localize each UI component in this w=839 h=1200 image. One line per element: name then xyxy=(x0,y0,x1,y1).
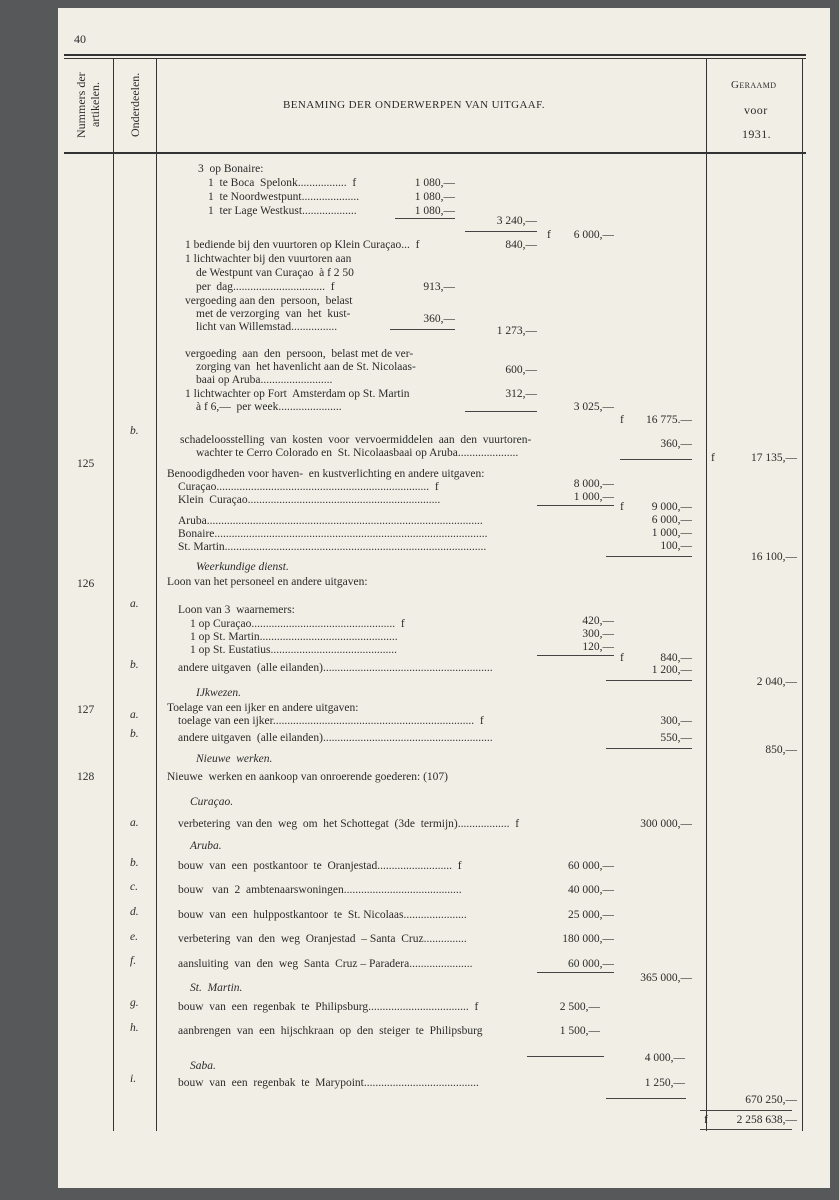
header-description: BENAMING DER ONDERWERPEN VAN UITGAAF. xyxy=(283,99,545,111)
sub-letter: a. xyxy=(130,817,139,829)
section-heading: Saba. xyxy=(190,1060,216,1072)
amount: 670 250,— xyxy=(745,1094,797,1106)
amount: 16 775.— xyxy=(646,414,692,426)
text-line: à f 6,— per week...................... xyxy=(196,401,342,413)
amount: 913,— xyxy=(423,281,455,293)
text-line: vergoeding aan den persoon, belast xyxy=(185,295,353,307)
amount: 25 000,— xyxy=(568,909,614,921)
sub-letter: i. xyxy=(130,1073,137,1085)
article-number: 127 xyxy=(77,704,95,716)
amount: 2 040,— xyxy=(756,676,797,688)
amount: 1 080,— xyxy=(414,177,455,189)
text-line: zorging van het havenlicht aan de St. Nicolaas- xyxy=(196,361,416,373)
amount: 1 000,— xyxy=(651,527,692,539)
text-line: Loon van het personeel en andere uitgaven: xyxy=(167,576,368,588)
header-bottom-rule xyxy=(64,152,806,154)
amount: 840,— xyxy=(505,239,537,251)
subtotal-rule xyxy=(537,505,614,506)
subtotal-rule xyxy=(606,1098,686,1099)
amount: 6 000,— xyxy=(573,229,614,241)
amount: 100,— xyxy=(660,540,692,552)
text-line: vergoeding aan den persoon, belast met de ver- xyxy=(185,348,414,360)
header-article-numbers: Nummers der artikelen. xyxy=(74,72,102,138)
section-heading: Aruba. xyxy=(190,840,222,852)
text-line: aansluiting van den weg Santa Cruz – Paradera...................... xyxy=(178,958,473,970)
sub-letter: a. xyxy=(130,709,139,721)
subtotal-rule xyxy=(537,655,614,656)
text-line: per dag................................ f xyxy=(196,281,335,293)
header-top-rule xyxy=(64,54,806,56)
amount: 2 500,— xyxy=(559,1001,600,1013)
amount: 60 000,— xyxy=(568,860,614,872)
amount: 1 000,— xyxy=(573,491,614,503)
text-line: verbetering van den weg om het Schottegat (3de termijn).................. f xyxy=(178,818,520,830)
text-line: Nieuwe werken en aankoop van onroerende goederen: (107) xyxy=(167,771,448,783)
currency-f: f xyxy=(711,452,715,464)
subtotal-rule xyxy=(390,329,455,330)
text-line: 3 op Bonaire: xyxy=(198,163,264,175)
subtotal-rule xyxy=(465,231,537,232)
text-line: bouw van een hulppostkantoor te St. Nicolaas...................... xyxy=(178,909,467,921)
sub-letter: b. xyxy=(130,857,139,869)
sub-letter: a. xyxy=(130,598,139,610)
amount: 180 000,— xyxy=(562,933,614,945)
amount: 840,— xyxy=(660,652,692,664)
amount: 420,— xyxy=(582,615,614,627)
amount: 1 500,— xyxy=(559,1025,600,1037)
column-divider xyxy=(113,58,114,1131)
subtotal-rule xyxy=(606,556,692,557)
text-line: wachter te Cerro Colorado en St. Nicolaasbaai op Aruba..................... xyxy=(196,447,519,459)
text-line: 1 lichtwachter op Fort Amsterdam op St. Martin xyxy=(185,388,410,400)
text-line: bouw van 2 ambtenaarswoningen......................................... xyxy=(178,884,462,896)
sub-letter: d. xyxy=(130,906,139,918)
text-line: schadeloosstelling van kosten voor vervoermiddelen aan den vuurtoren- xyxy=(180,434,532,446)
currency-f: f xyxy=(704,1114,708,1126)
text-line: St. Martin........................................................................................... xyxy=(178,541,487,553)
amount: 17 135,— xyxy=(751,452,797,464)
text-line: Toelage van een ijker en andere uitgaven: xyxy=(167,702,359,714)
article-number: 125 xyxy=(77,458,95,470)
text-line: de Westpunt van Curaçao à f 2 50 xyxy=(196,267,354,279)
section-heading: Weerkundige dienst. xyxy=(196,561,289,573)
article-number: 128 xyxy=(77,771,95,783)
section-heading: IJkwezen. xyxy=(196,687,242,699)
amount: 600,— xyxy=(505,364,537,376)
text-line: Loon van 3 waarnemers: xyxy=(178,604,295,616)
subtotal-rule xyxy=(606,680,692,681)
amount: 550,— xyxy=(660,732,692,744)
subtotal-rule xyxy=(465,411,537,412)
header-estimate-2: voor xyxy=(744,103,768,117)
text-line: verbetering van den weg Oranjestad – Santa Cruz............... xyxy=(178,933,467,945)
amount: 1 250,— xyxy=(644,1077,685,1089)
amount: 1 200,— xyxy=(651,664,692,676)
text-line: Klein Curaçao................................................................... xyxy=(178,494,441,506)
sub-letter: b. xyxy=(130,659,139,671)
text-line: Aruba................................................................................................ xyxy=(178,515,483,527)
header-subdivisions: Onderdeelen. xyxy=(128,72,142,138)
amount: 8 000,— xyxy=(573,478,614,490)
amount: 60 000,— xyxy=(568,958,614,970)
text-line: bouw van een regenbak te Philipsburg................................... f xyxy=(178,1001,479,1013)
total-rule xyxy=(700,1129,792,1130)
sub-letter: f. xyxy=(130,955,137,967)
text-line: Bonaire............................................................................................... xyxy=(178,528,488,540)
amount: 40 000,— xyxy=(568,884,614,896)
amount: 1 273,— xyxy=(496,325,537,337)
sub-letter: g. xyxy=(130,997,139,1009)
subtotal-rule xyxy=(606,748,692,749)
text-line: 1 op St. Eustatius............................................ xyxy=(190,644,398,656)
text-line: Benoodigdheden voor haven- en kustverlichting en andere uitgaven: xyxy=(167,468,485,480)
grand-total: 2 258 638,— xyxy=(736,1114,797,1126)
amount: 16 100,— xyxy=(751,551,797,563)
text-line: Curaçao.......................................................................... f xyxy=(178,481,439,493)
amount: 1 080,— xyxy=(414,191,455,203)
header-estimate-3: 1931. xyxy=(742,127,771,141)
sub-letter: c. xyxy=(130,881,138,893)
sub-letter: h. xyxy=(130,1022,139,1034)
text-line: bouw van een regenbak te Marypoint........................................ xyxy=(178,1077,479,1089)
text-line: 1 bediende bij den vuurtoren op Klein Curaçao... f xyxy=(185,239,420,251)
amount: 360,— xyxy=(660,438,692,450)
amount: 1 080,— xyxy=(414,205,455,217)
currency-f: f xyxy=(620,652,624,664)
column-divider xyxy=(802,58,803,1131)
section-heading: St. Martin. xyxy=(190,982,243,994)
amount: 4 000,— xyxy=(644,1052,685,1064)
column-divider xyxy=(706,58,707,1131)
sub-letter: b. xyxy=(130,425,139,437)
section-heading: Nieuwe werken. xyxy=(196,753,273,765)
subtotal-rule xyxy=(395,218,455,219)
text-line: toelage van een ijker...................................................................... f xyxy=(178,715,484,727)
text-line: 1 ter Lage Westkust................... xyxy=(208,205,357,217)
text-line: licht van Willemstad................ xyxy=(196,321,338,333)
header-top-rule-2 xyxy=(64,58,806,59)
currency-f: f xyxy=(620,501,624,513)
article-number: 126 xyxy=(77,578,95,590)
sub-letter: b. xyxy=(130,728,139,740)
column-divider xyxy=(156,58,157,1131)
amount: 360,— xyxy=(423,313,455,325)
section-heading: Curaçao. xyxy=(190,796,234,808)
text-line: 1 te Boca Spelonk................. f xyxy=(208,177,357,189)
amount: 300,— xyxy=(660,715,692,727)
subtotal-rule xyxy=(537,972,614,973)
text-line: bouw van een postkantoor te Oranjestad.......................... f xyxy=(178,860,462,872)
amount: 300 000,— xyxy=(640,818,692,830)
text-line: 1 lichtwachter bij den vuurtoren aan xyxy=(185,253,352,265)
text-line: met de verzorging van het kust- xyxy=(196,308,351,320)
text-line: 1 op St. Martin................................................ xyxy=(190,631,398,643)
amount: 3 025,— xyxy=(573,401,614,413)
total-rule xyxy=(700,1110,792,1111)
amount: 3 240,— xyxy=(496,215,537,227)
amount: 6 000,— xyxy=(651,514,692,526)
amount: 850,— xyxy=(765,744,797,756)
text-line: aanbrengen van een hijschkraan op den steiger te Philipsburg xyxy=(178,1025,483,1037)
amount: 365 000,— xyxy=(640,972,692,984)
text-line: baai op Aruba......................... xyxy=(196,374,333,386)
subtotal-rule xyxy=(620,459,692,460)
amount: 9 000,— xyxy=(651,501,692,513)
subtotal-rule xyxy=(527,1056,604,1057)
text-line: andere uitgaven (alle eilanden)........................................................... xyxy=(178,662,493,674)
amount: 120,— xyxy=(582,641,614,653)
text-line: 1 te Noordwestpunt.................... xyxy=(208,191,360,203)
text-line: andere uitgaven (alle eilanden)........................................................... xyxy=(178,732,493,744)
text-line: 1 op Curaçao.................................................. f xyxy=(190,618,405,630)
amount: 300,— xyxy=(582,628,614,640)
amount: 312,— xyxy=(505,388,537,400)
header-estimate-1: Geraamd xyxy=(731,79,777,91)
currency-f: f xyxy=(620,414,624,426)
sub-letter: e. xyxy=(130,931,138,943)
currency-f: f xyxy=(547,229,551,241)
page-number: 40 xyxy=(74,32,86,46)
